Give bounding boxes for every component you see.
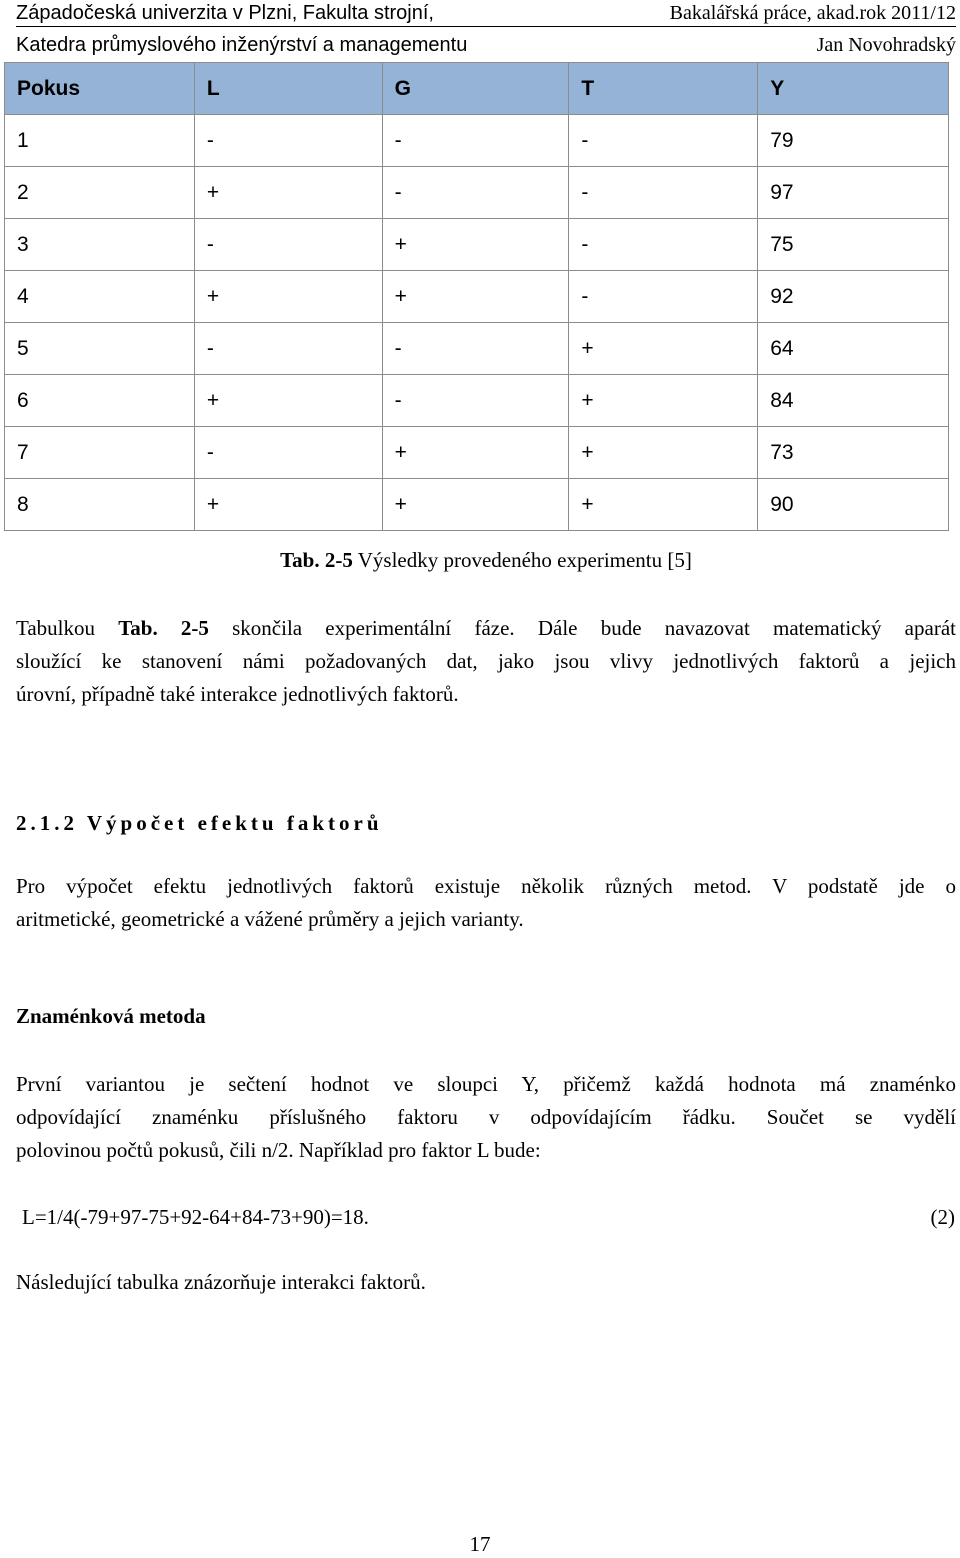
table-cell: - [194, 115, 382, 167]
table-header-cell: Pokus [5, 63, 195, 115]
paragraph-intro-line-3: úrovní, případně také interakce jednotlivých faktorů. [16, 682, 459, 706]
table-cell: + [382, 427, 569, 479]
table-cell: - [194, 323, 382, 375]
formula-number: (2) [930, 1205, 955, 1229]
results-table-body [5, 63, 949, 531]
paragraph-sign-method [16, 1068, 956, 1167]
table-cell: + [569, 427, 758, 479]
table-row [5, 375, 949, 427]
table-row [5, 167, 949, 219]
table-header-cell: L [194, 63, 382, 115]
section-heading: 2.1.2 Výpočet efektu faktorů [16, 811, 383, 835]
table-cell: - [569, 167, 758, 219]
table-cell: 5 [5, 323, 195, 375]
table-cell: + [382, 219, 569, 271]
table-caption-label: Tab. 2-5 [280, 548, 353, 572]
table-cell: + [569, 375, 758, 427]
table-header-cell: G [382, 63, 569, 115]
table-caption [0, 548, 960, 573]
table-cell: 90 [758, 479, 949, 531]
formula-line [22, 1201, 955, 1234]
table-row [5, 219, 949, 271]
header-line-1 [16, 1, 956, 25]
table-cell: + [194, 479, 382, 531]
table-cell: 3 [5, 219, 195, 271]
table-cell: - [569, 219, 758, 271]
header-department: Katedra průmyslového inženýrství a managementu [16, 34, 468, 56]
table-row [5, 479, 949, 531]
table-header-row [5, 63, 949, 115]
table-cell: - [382, 167, 569, 219]
table-cell: + [382, 479, 569, 531]
paragraph-intro-line-1: Tabulkou Tab. 2-5 skončila experimentální fáze. Dále bude navazovat matematický aparát [16, 616, 956, 640]
table-cell: - [382, 375, 569, 427]
table-cell: 2 [5, 167, 195, 219]
paragraph-sign-method-line-3: polovinou počtů pokusů, čili n/2. Například pro faktor L bude: [16, 1138, 541, 1162]
table-cell: 84 [758, 375, 949, 427]
table-cell: - [569, 115, 758, 167]
results-table [4, 62, 949, 531]
page-number: 17 [469, 1532, 491, 1556]
table-cell: - [382, 115, 569, 167]
subheading-sign-method: Znaménková metoda [16, 1004, 206, 1028]
header-line-2 [16, 33, 956, 57]
table-header-cell: Y [758, 63, 949, 115]
table-reference: Tab. 2-5 [118, 616, 209, 640]
table-cell: + [194, 271, 382, 323]
header-thesis-info: Bakalářská práce, akad.rok 2011/12 [669, 2, 956, 24]
table-cell: 8 [5, 479, 195, 531]
paragraph-sign-method-line-2: odpovídající znaménku příslušného faktoru v odpovídajícím řádku. Součet se vydělí [16, 1105, 956, 1129]
table-cell: - [382, 323, 569, 375]
table-cell: 73 [758, 427, 949, 479]
table-cell: - [194, 427, 382, 479]
table-cell: + [194, 167, 382, 219]
table-row [5, 323, 949, 375]
table-cell: 6 [5, 375, 195, 427]
table-cell: - [569, 271, 758, 323]
header-rule [16, 26, 956, 27]
table-cell: + [569, 479, 758, 531]
paragraph-methods [16, 870, 956, 936]
table-row [5, 427, 949, 479]
paragraph-methods-line-2: aritmetické, geometrické a vážené průměry a jejich varianty. [16, 907, 524, 931]
formula-expression: L=1/4(-79+97-75+92-64+84-73+90)=18. [22, 1205, 369, 1229]
table-row [5, 115, 949, 167]
paragraph-methods-line-1: Pro výpočet efektu jednotlivých faktorů existuje několik různých metod. V podstatě jde o [16, 874, 956, 898]
table-row [5, 271, 949, 323]
table-cell: - [194, 219, 382, 271]
table-cell: 79 [758, 115, 949, 167]
paragraph-next-table-line: Následující tabulka znázorňuje interakci faktorů. [16, 1270, 426, 1294]
paragraph-next-table [16, 1266, 956, 1299]
table-cell: 4 [5, 271, 195, 323]
paragraph-intro-line-2: sloužící ke stanovení námi požadovaných dat, jako jsou vlivy jednotlivých faktorů a jejich [16, 649, 956, 673]
paragraph-intro [16, 612, 956, 711]
table-cell: 75 [758, 219, 949, 271]
table-caption-text: Výsledky provedeného experimentu [5] [357, 548, 692, 572]
paragraph-sign-method-line-1: První variantou je sečtení hodnot ve sloupci Y, přičemž každá hodnota má znaménko [16, 1072, 956, 1096]
table-cell: + [569, 323, 758, 375]
table-cell: + [382, 271, 569, 323]
table-cell: 1 [5, 115, 195, 167]
table-cell: 64 [758, 323, 949, 375]
table-cell: 97 [758, 167, 949, 219]
table-cell: + [194, 375, 382, 427]
header-author: Jan Novohradský [816, 34, 956, 56]
table-cell: 7 [5, 427, 195, 479]
table-cell: 92 [758, 271, 949, 323]
table-header-cell: T [569, 63, 758, 115]
header-university: Západočeská univerzita v Plzni, Fakulta strojní, [16, 2, 434, 24]
